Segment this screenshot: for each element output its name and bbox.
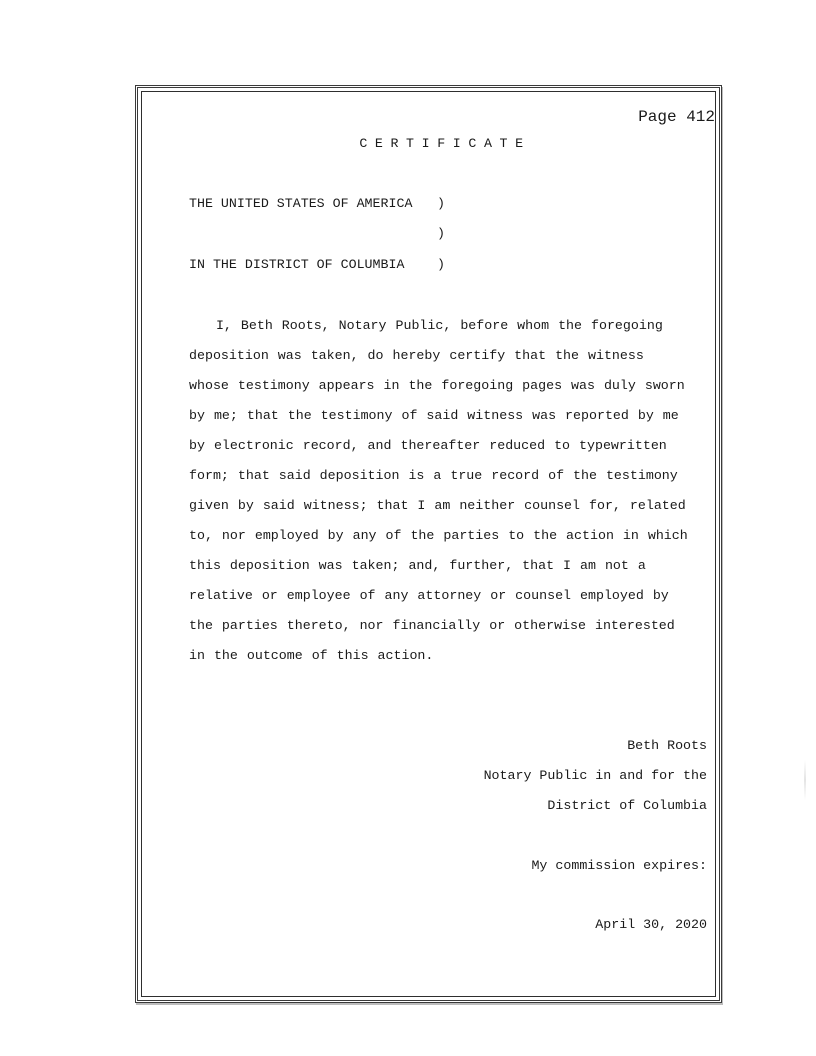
body-line: the parties thereto, nor financially or otherwise interested (189, 618, 675, 633)
commission-label: My commission expires: (531, 858, 707, 873)
body-line: in the outcome of this action. (189, 648, 434, 663)
caption-bracket: ) (437, 257, 445, 272)
body-line: by electronic record, and thereafter reduced to typewritten (189, 438, 667, 453)
certificate-title: CERTIFICATE (359, 136, 531, 151)
caption-jurisdiction-country: THE UNITED STATES OF AMERICA (189, 196, 413, 211)
notary-name: Beth Roots (627, 738, 707, 753)
body-line: I, Beth Roots, Notary Public, before whom the foregoing (189, 318, 663, 333)
caption-bracket: ) (437, 226, 445, 241)
body-line: deposition was taken, do hereby certify that the witness (189, 348, 644, 363)
notary-jurisdiction: District of Columbia (547, 798, 707, 813)
page-number: Page 412 (638, 108, 715, 126)
body-line: whose testimony appears in the foregoing pages was duly sworn (189, 378, 685, 393)
scan-edge-mark (804, 760, 806, 800)
body-line: form; that said deposition is a true record of the testimony (189, 468, 678, 483)
caption-bracket: ) (437, 196, 445, 211)
body-line: relative or employee of any attorney or counsel employed by (189, 588, 669, 603)
body-line: given by said witness; that I am neither counsel for, related (189, 498, 686, 513)
body-line: by me; that the testimony of said witness was reported by me (189, 408, 679, 423)
body-line: this deposition was taken; and, further, that I am not a (189, 558, 646, 573)
caption-jurisdiction-district: IN THE DISTRICT OF COLUMBIA (189, 257, 405, 272)
commission-expiration-date: April 30, 2020 (595, 917, 707, 932)
body-line: to, nor employed by any of the parties to the action in which (189, 528, 688, 543)
notary-title: Notary Public in and for the (483, 768, 707, 783)
